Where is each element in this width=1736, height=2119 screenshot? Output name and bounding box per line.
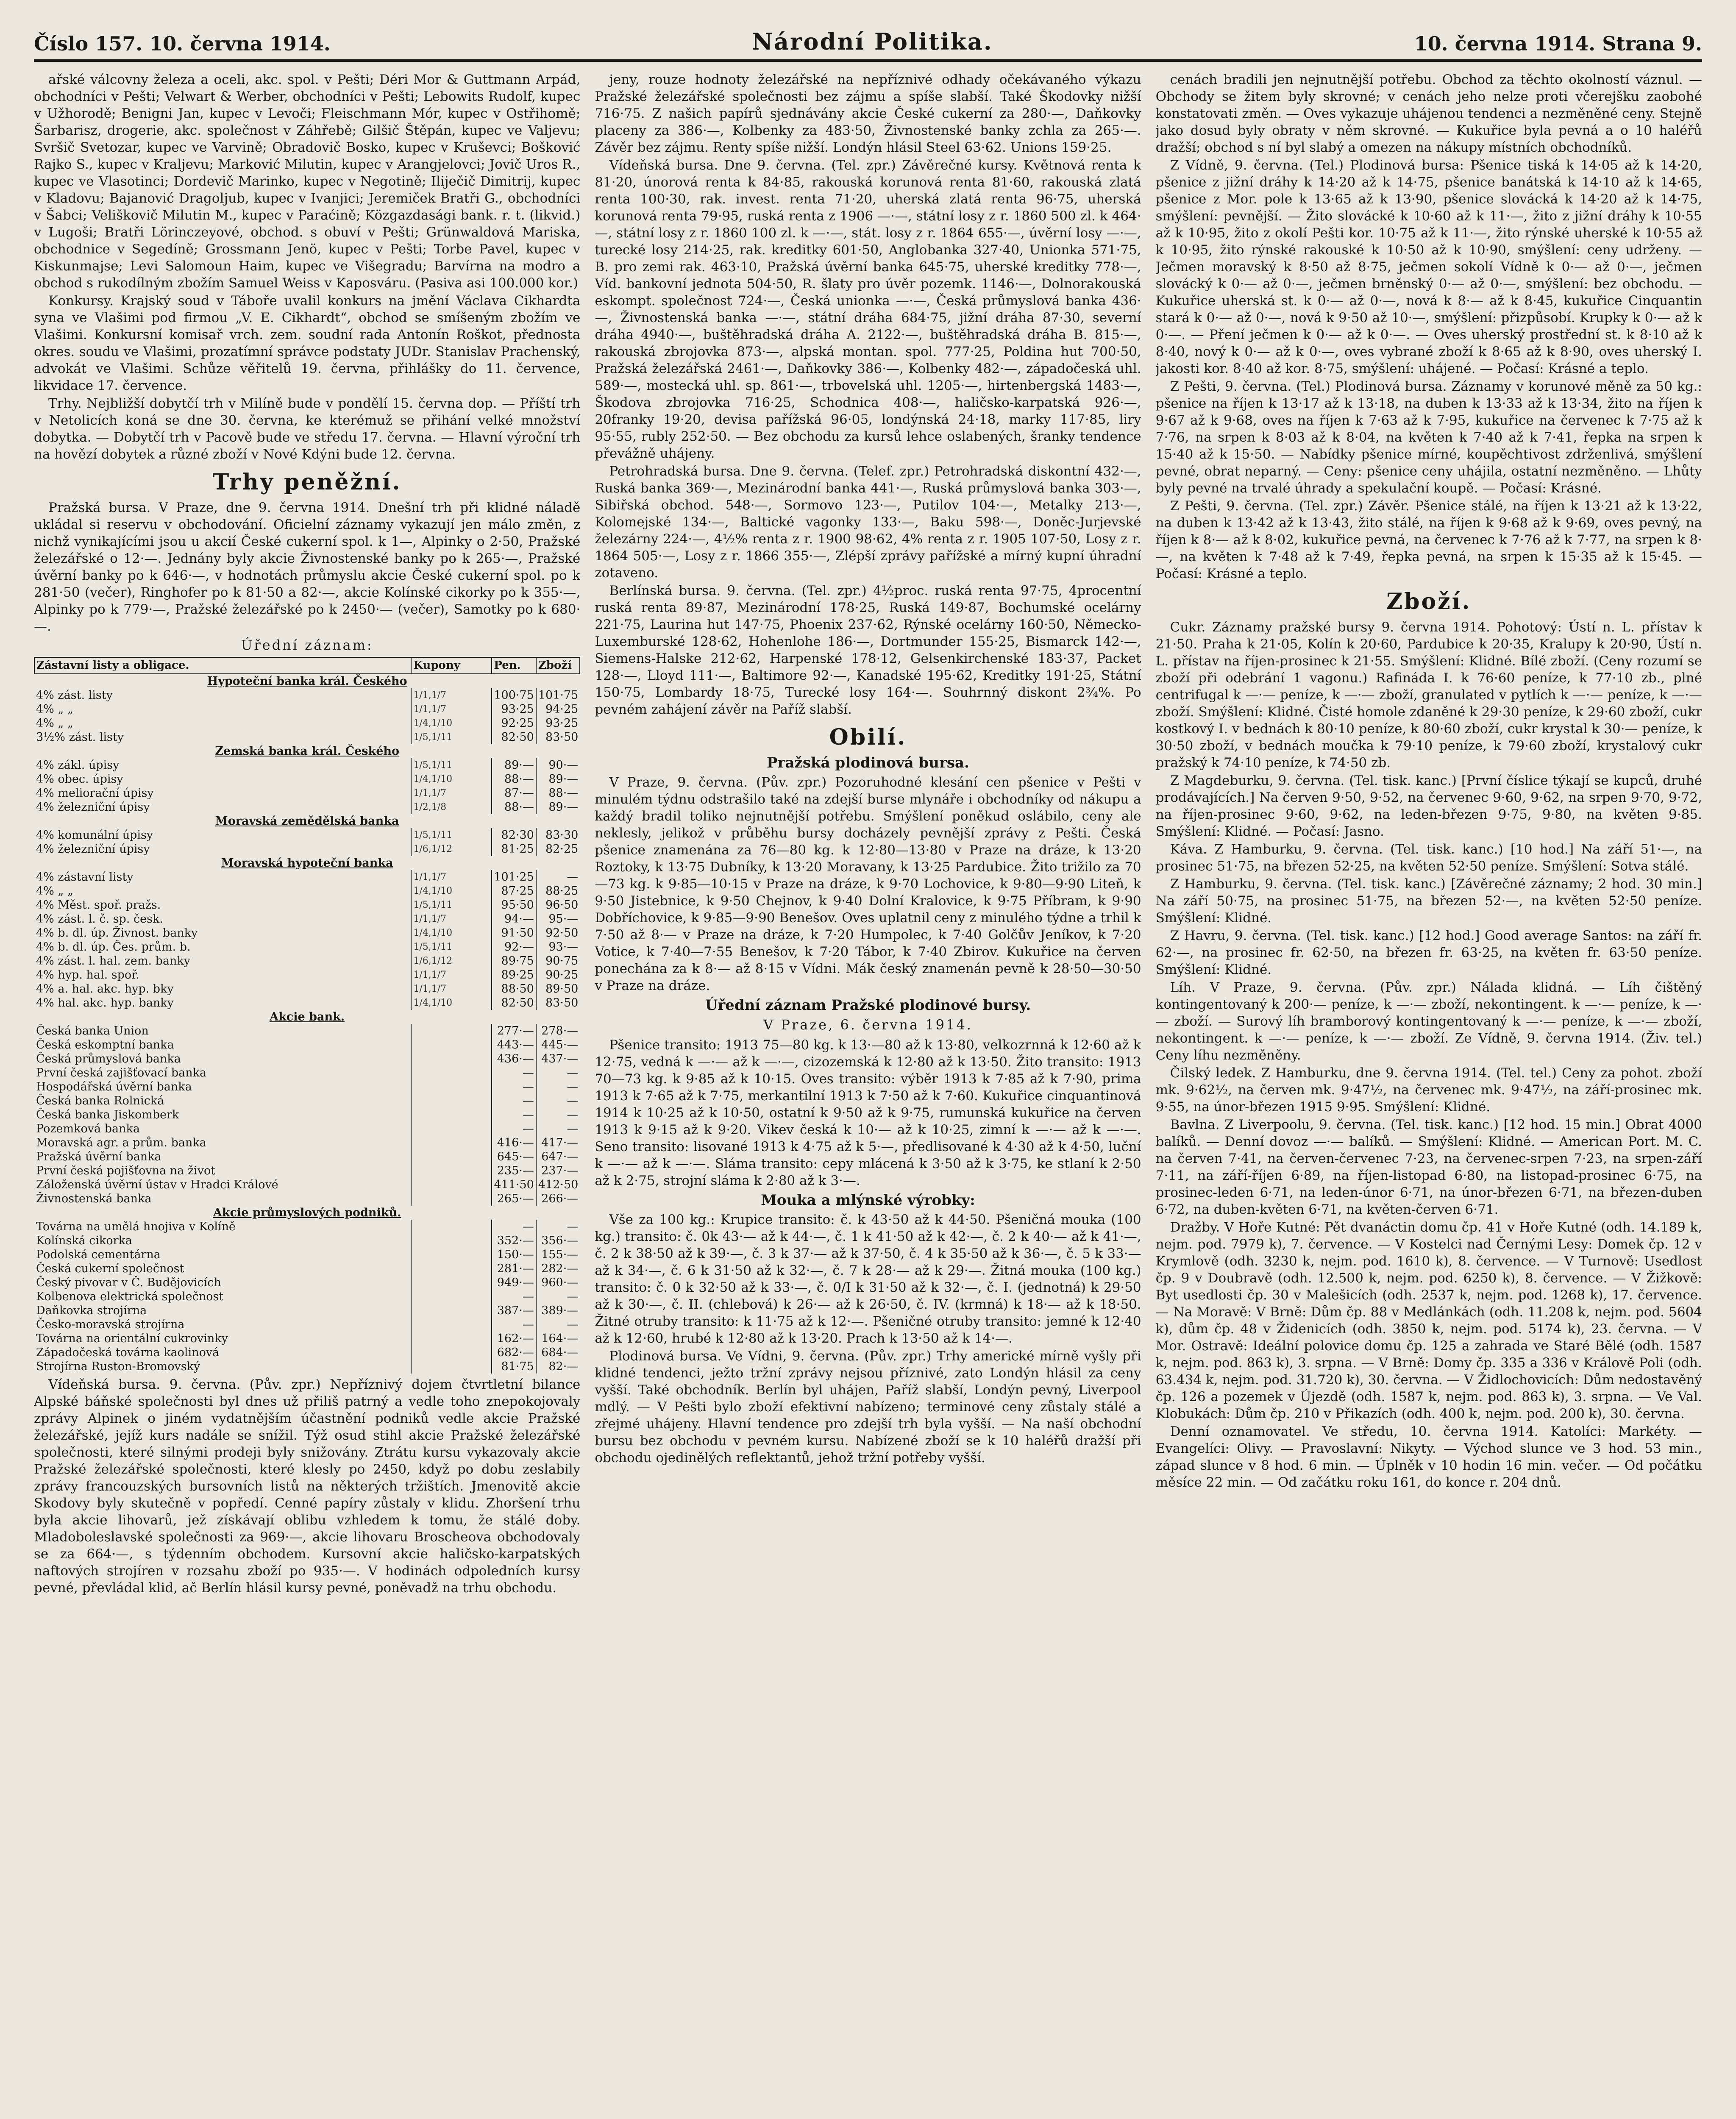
table-cell-coupon: 1/5,1/11 — [411, 758, 492, 772]
table-cell-name: 4% hyp. hal. spoř. — [36, 968, 139, 982]
table-row — [34, 940, 580, 954]
table-cell-coupon: 1/5,1/11 — [411, 898, 492, 912]
table-cell-name: Česká banka Jiskomberk — [36, 1108, 179, 1121]
continued-paragraph-3: cenách bradili jen nejnutnější potřebu. Obchod za těchto okolností váznul. — Obchody se žitem byly skrovné; v cenách jeho nelze proti včerejšku zaobohé konstatovati změn. — Oves vykazuje uhájenou tendenci a nezměněné ceny. Stejně jako dosud byly obraty v něm skrovné. — Kukuřice byla pevná a o 10 haléřů dražší; obchod s ní byl slabý a omezen na nákupy místních obchodníků. — [1155, 72, 1702, 155]
vienna-closing-paragraph: Vídeňská bursa. Dne 9. června. (Tel. zpr.) Závěrečné kursy. Květnová renta k 81·20, únorová renta k 84·85, rakouská korunová renta 81·60, rakouská zlatá renta 100·30, rak. invest. renta 71·20, uherská zlatá renta 96·75, uherská korunová renta 79·95, ruská renta z 1906 —·—, státní losy z r. 1860 500 zl. k 464·—, státní losy z r. 1860 100 zl. k —·—, stát. losy z r. 1864 655·—, úvěrní losy —·—, turecké losy 214·25, rak. kreditky 601·50, Anglobanka 327·40, Unionka 571·75, B. pro zemi rak. 463·10, Pražská úvěrní banka 645·75, uherské kreditky 778·—, Víd. bankovní jednota 504·50, R. šlaty pro úvěr pozemk. 1146·—, Dolnorakouská eskompt. společnost 724·—, Česká unionka —·—, Česká průmyslová banka 436·—, Živnostenská banka —·—, státní dráha 684·75, jižní dráha 87·30, severní dráha 4940·—, buštěhradská dráha A. 2122·—, buštěhradská dráha B. 815·—, rakouská zbrojovka 873·—, alpská montan. spol. 777·25, Poldina hut 700·50, Pražská železářská 2461·—, Daňkovky 386·—, Kolbenky 482·—, západočeská uhl. 589·—, mostecká uhl. sp. 861·—, trbovelská uhl. 1205·—, hirtenbergská 1483·—, Škodova zbrojovka 716·25, Schodnica 408·—, haličsko-karpatská 926·—, 20franky 19·20, devisa pařížská 96·05, londýnská 24·18, marky 117·85, liry 95·55, rubly 252·50. — Bez obchodu za kursů lehce oslabených, šranky tendence převážně uhájeny. — [595, 158, 1141, 461]
table-cell-name: 4% „ „ — [36, 703, 73, 716]
table-cell-money: 416·— — [492, 1136, 536, 1150]
table-cell-money: 92·25 — [492, 716, 536, 730]
masthead — [34, 25, 1702, 62]
continued-paragraph: jeny, rouze hodnoty železářské na nepříznivé odhady očekávaného výkazu Pražské železářské společnosti bez zájmu a spíše slabší. Také Škodovky nižší 716·75. Z našich papírů sjednávány akcie České cukerní za 280·—, Daňkovky placeny za 386·—, Kolbenky za 483·50, Živnostenské banky zchla za 265·—. Závěr bez zájmu. Renty spíše nižší. Londýn hlásil Steel 63·62. Unions 159·25. — [595, 72, 1141, 155]
table-cell-money: 82·30 — [492, 828, 536, 842]
table-cell-money: — — [492, 1108, 536, 1122]
table-row — [34, 1024, 580, 1038]
table-cell-name: Hospodářská úvěrní banka — [36, 1080, 192, 1093]
table-row — [34, 786, 580, 800]
table-cell-name: 3½% zást. listy — [36, 731, 124, 744]
table-cell-name: 4% b. dl. úp. Čes. prům. b. — [36, 940, 191, 954]
table-row — [34, 744, 580, 758]
table-cell-goods: 88·25 — [536, 884, 580, 898]
table-cell-goods: 356·— — [536, 1234, 580, 1248]
table-group-title: Zemská banka král. Českého — [215, 745, 400, 758]
table-row — [34, 716, 580, 730]
table-row — [34, 1122, 580, 1136]
table-cell-goods: 93·— — [536, 940, 580, 954]
table-row — [34, 982, 580, 996]
table-cell-money: — — [492, 1318, 536, 1332]
rates-table-body — [34, 674, 580, 1374]
pest-closing-report: Z Pešti, 9. června. (Tel. zpr.) Závěr. Pšenice stálé, na říjen k 13·21 až k 13·22, na duben k 13·42 až k 13·43, žito stálé, na říjen k 9·68 až k 9·69, oves pevný, na říjen k 8·— až k 8·02, kukuřice pevná, na červenec k 7·76 až k 7·77, na srpen k 8·—, na květen k 7·48 až k 7·49, řepka pevná, na srpen k 15·35 až k 15·45. — Počasí: Krásné a teplo. — [1155, 498, 1702, 581]
table-cell-money: — — [492, 1290, 536, 1304]
table-row — [34, 912, 580, 926]
table-cell-coupon: 1/6,1/12 — [411, 954, 492, 968]
table-row — [34, 1108, 580, 1122]
table-cell-name: 4% „ „ — [36, 717, 73, 730]
table-row — [34, 758, 580, 772]
table-cell-goods: 89·50 — [536, 982, 580, 996]
table-cell-goods: 82·25 — [536, 842, 580, 856]
table-cell-goods: 90·75 — [536, 954, 580, 968]
table-cell-coupon — [411, 1164, 492, 1178]
table-cell-goods: — — [536, 1066, 580, 1080]
table-cell-name: První česká zajišťovací banka — [36, 1066, 207, 1079]
table-cell-goods: 82·— — [536, 1360, 580, 1374]
table-cell-coupon: 1/5,1/11 — [411, 828, 492, 842]
table-cell-coupon: 1/1,1/7 — [411, 870, 492, 884]
table-cell-coupon — [411, 1094, 492, 1108]
table-cell-name: Česko-moravská strojírna — [36, 1318, 185, 1331]
table-row — [34, 828, 580, 842]
section-heading-money-markets: Trhy peněžní. — [212, 469, 402, 495]
table-cell-goods: 94·25 — [536, 702, 580, 716]
table-cell-name: Česká banka Rolnická — [36, 1094, 164, 1107]
table-cell-name: Živnostenská banka — [36, 1192, 152, 1205]
table-cell-name: Továrna na orientální cukrovinky — [36, 1332, 228, 1345]
table-cell-money: 411·50 — [492, 1178, 536, 1192]
table-row — [34, 1136, 580, 1150]
table-header-name: Zástavní listy a obligace. — [34, 657, 411, 674]
newspaper-title: Národní Politika. — [751, 28, 993, 55]
table-cell-coupon: 1/1,1/7 — [411, 786, 492, 800]
table-cell-name: 4% zástavní listy — [36, 870, 134, 884]
table-cell-money: 89·25 — [492, 968, 536, 982]
table-cell-name: Západočeská továrna kaolinová — [36, 1346, 220, 1359]
table-row — [34, 1206, 580, 1220]
table-cell-money: 81·75 — [492, 1360, 536, 1374]
table-row — [34, 702, 580, 716]
table-cell-coupon: 1/1,1/7 — [411, 968, 492, 982]
table-cell-name: Moravská agr. a prům. banka — [36, 1136, 206, 1149]
table-cell-coupon: 1/1,1/7 — [411, 982, 492, 996]
table-cell-goods: 684·— — [536, 1346, 580, 1360]
table-row — [34, 1318, 580, 1332]
table-cell-money: 352·— — [492, 1234, 536, 1248]
table-row — [34, 1248, 580, 1262]
table-row — [34, 730, 580, 744]
table-row — [34, 926, 580, 940]
table-cell-name: První česká pojišťovna na život — [36, 1164, 216, 1177]
table-cell-money: 87·25 — [492, 884, 536, 898]
table-row — [34, 842, 580, 856]
table-cell-money: 82·50 — [492, 730, 536, 744]
table-row — [34, 1304, 580, 1318]
table-cell-name: 4% obec. úpisy — [36, 773, 123, 786]
table-cell-coupon — [411, 1080, 492, 1094]
table-row — [34, 1094, 580, 1108]
rates-table — [34, 657, 580, 1374]
konkursy-paragraph: Konkursy. Krajský soud v Táboře uvalil konkurs na jmění Václava Cikhardta syna ve Vlašimi pod firmou „V. E. Cikhardt“, obchod se smíšeným zbožím ve Vlašimi. Konkursní komisař vrch. zem. soudní rada Antonín Roškot, přednosta okres. soudu ve Vlašimi, prozatímní správce podstaty JUDr. Stanislav Prachenský, advokát ve Vlašimi. Schůze věřitelů 19. června, přihlášky do 11. července, likvidace 17. července. — [34, 293, 581, 393]
table-cell-name: 4% b. dl. úp. Živnost. banky — [36, 926, 198, 940]
table-cell-coupon — [411, 1122, 492, 1136]
table-row — [34, 1276, 580, 1290]
havre-paragraph: Z Havru, 9. června. (Tel. tisk. kanc.) [12 hod.] Good average Santos: na září fr. 62·—, na prosinec fr. 62·50, na březen fr. 63·25, na květen fr. 63·50 peníze. Smýšlení: Klidné. — [1155, 928, 1702, 977]
table-cell-coupon — [411, 1304, 492, 1318]
table-cell-goods: 92·50 — [536, 926, 580, 940]
table-cell-goods: 89·— — [536, 800, 580, 814]
table-cell-coupon — [411, 1024, 492, 1038]
table-cell-coupon: 1/4,1/10 — [411, 996, 492, 1010]
table-cell-coupon — [411, 1150, 492, 1164]
table-cell-goods: 83·30 — [536, 828, 580, 842]
table-cell-goods: — — [536, 1220, 580, 1234]
table-cell-coupon — [411, 1332, 492, 1346]
table-cell-goods: — — [536, 1122, 580, 1136]
table-cell-name: Daňkovka strojírna — [36, 1304, 147, 1317]
table-cell-goods: 164·— — [536, 1332, 580, 1346]
column-3 — [1156, 71, 1702, 2119]
subheading-prague-produce: Pražská plodinová bursa. — [767, 754, 969, 771]
table-cell-goods: 90·25 — [536, 968, 580, 982]
table-cell-name: 4% železniční úpisy — [36, 801, 150, 814]
table-cell-name: Česká banka Union — [36, 1024, 149, 1037]
table-row — [34, 1164, 580, 1178]
table-cell-goods: 282·— — [536, 1262, 580, 1276]
table-row — [34, 674, 580, 688]
prague-bourse-paragraph: Pražská bursa. V Praze, dne 9. června 1914. Dnešní trh při klidné náladě ukládal si reservu v obchodování. Oficielní záznamy vykazují jen málo změn, z nichž vynikajícími jsou u akcií České cukerní spol. k 1—, Alpinky o 2·50, Pražské železářské o 12·—. Jednány byly akcie Živnostenské banky po k 265·—, Pražské úvěrní banky po k 646·—, v hodnotách průmyslu akcie České cukerní spol. po k 281·50 (večer), Ringhofer po k 81·50 a 82·—, akcie Kolínské cikorky po k 355·—, Alpinky po k 779·—, Pražské železářské po k 2450·— (večer), Samotky po k 680·—. — [34, 500, 581, 634]
table-cell-coupon — [411, 1192, 492, 1206]
petersburg-paragraph: Petrohradská bursa. Dne 9. června. (Telef. zpr.) Petrohradská diskontní 432·—, Ruská banka 369·—, Mezinárodní banka 441·—, Ruská průmyslová banka 303·—, Sibiřská obchod. 548·—, Sormovo 123·—, Putilov 104·—, Metalky 213·—, Kolomejské 134·—, Baltické vagonky 133·—, Baku 598·—, Doněc-Jurjevské železárny 224·—, 4½% renta z r. 1900 98·62, 4% renta z r. 1905 107·50, Losy z r. 1864 505·—, Losy z r. 1866 355·—, Zlépší zprávy pařížské a mírný kupní úhradní zotaveno. — [595, 464, 1141, 581]
table-cell-money: 94·— — [492, 912, 536, 926]
table-cell-coupon — [411, 1136, 492, 1150]
table-cell-coupon — [411, 1346, 492, 1360]
table-cell-coupon — [411, 1276, 492, 1290]
table-row — [34, 1262, 580, 1276]
table-cell-goods: — — [536, 1094, 580, 1108]
table-row — [34, 1220, 580, 1234]
auctions-paragraph: Dražby. V Hoře Kutné: Pět dvanáctin domu čp. 41 v Hoře Kutné (odh. 14.189 k, nejm. pod. 7979 k), 7. července. — V Kostelci nad Černými Lesy: Domek čp. 12 v Krymlově (odh. 3230 k, nejm. pod. 1610 k), 8. července. — V Turnově: Usedlost čp. 9 v Doubravě (odh. 12.500 k, nejm. pod. 6250 k), 8. července. — V Žižkově: Byt usedlosti čp. 30 v Malešicích (odh. 2537 k, nejm. pod. 1268 k), 17. července. — Na Moravě: V Brně: Dům čp. 88 v Medlánkách (odh. 11.208 k, nejm. pod. 5604 k), dům čp. 48 v Židenicích (odh. 3850 k, nejm. pod. 5174 k), 23. června. — V Mor. Ostravě: Ideální polovice domu čp. 125 a zahrada ve Staré Bělé (odh. 1587 k, nejm. pod. 863 k), 3. srpna. — V Brně: Domy čp. 335 a 336 v Králově Poli (odh. 63.434 k, nejm. pod. 31.720 k), 30. června. — V Židlochovicích: Dům nedostavěný čp. 126 a pozemek v Újezdě (odh. 1587 k, nejm. pod. 863 k), 3. srpna. — Ve Val. Klobukách: Dům čp. 210 v Přikazích (odh. 400 k, nejm. pod. 200 k), 30. června. — [1155, 1220, 1702, 1421]
table-cell-coupon: 1/1,1/7 — [411, 688, 492, 702]
table-cell-goods: 89·— — [536, 772, 580, 786]
pest-produce-report: Z Pešti, 9. června. (Tel.) Plodinová bursa. Záznamy v korunové měně za 50 kg.: pšenice na říjen k 13·17 až k 13·18, na duben k 13·33 až k 13·34, žito na říjen k 9·67 až k 9·68, oves na říjen k 7·63 až k 7·95, kukuřice na červenec k 7·75 až k 7·76, na srpen k 8·03 až k 8·04, na květen k 7·40 až k 7·41, řepka na srpen k 15·40 až k 15·50. — Nabídky pšenice mírné, koupěchtivost zdrženlivá, smýšlení pevné, obrat neparný. — Ceny: pšenice ceny uhájila, ostatní nezměněno. — Lhůty byly pevné na trvalé úhrady a spekulační koupě. — Počasí: Krásné. — [1155, 379, 1702, 496]
table-cell-coupon — [411, 1234, 492, 1248]
table-row — [34, 1332, 580, 1346]
column-2 — [595, 71, 1141, 2119]
table-row — [34, 1178, 580, 1192]
table-cell-name: Továrna na umělá hnojiva v Kolíně — [36, 1220, 236, 1233]
table-cell-goods: — — [536, 870, 580, 884]
table-cell-money: 100·75 — [492, 688, 536, 702]
table-cell-money: 88·50 — [492, 982, 536, 996]
table-row — [34, 688, 580, 702]
table-cell-coupon: 1/4,1/10 — [411, 884, 492, 898]
vienna-bourse-paragraph: Vídeňská bursa. 9. června. (Pův. zpr.) Nepříznivý dojem čtvrtletní bilance Alpské báňské společnosti byl dnes už přiliš patrný a vedle toho znepokojovaly zprávy Alpinek o jiném vydatnějším účastnění podniků vedle akcie Pražské železářské, jejíž kurs nadále se snížil. Týž osud stihl akcie Pražské železářské společnosti, které silnými prodeji byly snižovány. Ztrátu kursu vykazovaly akcie Pražské železářské společnosti, které klesly po 2450, když po dobu zeslabily zprávy francouzských bursovních listů na některých tržištích. Jmenovitě akcie Skodovy byly skutečně v popředí. Cenné papíry zůstaly v klidu. Zhoršení trhu byla akcie lihovarů, jež získávají oblibu vzhledem k tomu, že stálé doby. Mladoboleslavské společnosti za 969·—, akcie lihovaru Broscheova obchodovaly se za 664·—, s týdenním obchodem. Kursovní akcie haličsko-karpatských naftových strojíren v rozsahu zboží po 935·—. V hodinách odpoledních kursy pevné, převládal klid, ač Berlín hlásil kursy pevné, poněvadž na trhu obchodu. — [34, 1377, 581, 1596]
table-cell-goods: 90·— — [536, 758, 580, 772]
table-cell-coupon — [411, 1360, 492, 1374]
table-cell-money: 87·— — [492, 786, 536, 800]
table-cell-money: 387·— — [492, 1304, 536, 1318]
table-row — [34, 1038, 580, 1052]
table-cell-money: — — [492, 1066, 536, 1080]
table-cell-coupon — [411, 1038, 492, 1052]
table-cell-goods: — — [536, 1290, 580, 1304]
table-cell-coupon — [411, 1290, 492, 1304]
table-cell-money: 281·— — [492, 1262, 536, 1276]
table-cell-goods: 96·50 — [536, 898, 580, 912]
table-row — [34, 1192, 580, 1206]
table-cell-goods: 445·— — [536, 1038, 580, 1052]
table-cell-name: Česká eskomptní banka — [36, 1038, 174, 1051]
table-header-coupons: Kupony — [411, 657, 492, 674]
table-group-title: Akcie průmyslových podniků. — [213, 1206, 401, 1219]
table-cell-money: — — [492, 1080, 536, 1094]
table-cell-coupon — [411, 1066, 492, 1080]
table-cell-money: 101·25 — [492, 870, 536, 884]
subheading-flour: Mouka a mlýnské výrobky: — [761, 1192, 975, 1209]
flour-prices-paragraph: Vše za 100 kg.: Krupice transito: č. k 43·50 až k 44·50. Pšeničná mouka (100 kg.) transito: č. 0k 43·— až k 44·—, č. 1 k 41·50 až k 42·—, č. 2 k 40·— až k 41·—, č. 2 k 38·50 až k 39·—, č. 3 k 37·— až k 37·50, č. 4 k 35·50 až k 36·—, č. 5 k 33·— až k 34·—, č. 6 k 31·50 až k 32·—, č. 7 k 28·— až k 29·—. Žitná mouka (100 kg.) transito: č. 0 k 32·50 až k 33·—, č. 0/I k 31·50 až k 32·—, č. I. (jednotná) k 29·50 až k 30·—, č. II. (chlebová) k 26·— až k 26·50, č. IV. (krmná) k 18·— až k 18·50. Žitné otruby transito: k 11·75 až k 12·—. Pšeničné otruby transito: jemné k 12·40 až k 12·60, hrubé k 12·80 až k 13·20. Prach k 13·50 až k 14·—. — [595, 1212, 1141, 1346]
table-cell-money: 81·25 — [492, 842, 536, 856]
issue-info: Číslo 157. 10. června 1914. — [34, 32, 331, 55]
table-cell-name: 4% zást. l. č. sp. česk. — [36, 912, 163, 926]
official-produce-heading: Úřední záznam Pražské plodinové bursy. — [705, 997, 1031, 1014]
table-cell-money: 265·— — [492, 1192, 536, 1206]
coffee-paragraph: Káva. Z Hamburku, 9. června. (Tel. tisk. kanc.) [10 hod.] Na září 51·—, na prosinec 51·75, na březen 52·25, na květen 52·50 peníze. Smýšlení: Sotva stálé. — [1155, 842, 1702, 874]
table-cell-goods: 83·50 — [536, 730, 580, 744]
newspaper-page — [34, 25, 1702, 2119]
table-cell-money: 92·— — [492, 940, 536, 954]
table-row — [34, 856, 580, 870]
table-cell-name: 4% zást. l. hal. zem. banky — [36, 954, 191, 968]
table-cell-money: 949·— — [492, 1276, 536, 1290]
table-cell-name: 4% zákl. úpisy — [36, 759, 120, 772]
table-cell-coupon: 1/4,1/10 — [411, 716, 492, 730]
table-cell-name: 4% Měst. spoř. pražs. — [36, 898, 161, 912]
table-cell-goods: 95·— — [536, 912, 580, 926]
table-cell-goods: 237·— — [536, 1164, 580, 1178]
table-cell-name: 4% „ „ — [36, 884, 73, 898]
table-cell-money: 645·— — [492, 1150, 536, 1164]
table-cell-coupon: 1/5,1/11 — [411, 940, 492, 954]
magdeburg-paragraph: Z Magdeburku, 9. června. (Tel. tisk. kanc.) [První číslice týkají se kupců, druhé prodávajících.] Na červen 9·50, 9·52, na červenec 9·60, 9·62, na srpen 9·70, 9·72, na říjen-prosinec 9·60, 9·62, na leden-březen 9·75, 9·80, na květen 9·85. Smýšlení: Klidné. — Počasí: Jasno. — [1155, 773, 1702, 839]
table-cell-money: — — [492, 1122, 536, 1136]
table-cell-money: 88·— — [492, 800, 536, 814]
cotton-paragraph: Bavlna. Z Liverpoolu, 9. června. (Tel. tisk. kanc.) [12 hod. 15 min.] Obrat 4000 balíků. — Denní dovoz —·— balíků. — Smýšlení: Klidné. — American Port. M. C. na červen 7·41, na červen-červenec 7·23, na červenec-srpen 7·23, na srpen-září 7·11, na září-říjen 6·89, na říjen-listopad 6·80, na listopad-prosinec 6·75, na prosinec-leden 6·71, na leden-únor 6·71, na únor-březen 6·71, na březen-duben 6·72, na duben-květen 6·71, na květen-červen 6·71. — [1155, 1117, 1702, 1217]
table-cell-name: Pozemková banka — [36, 1122, 140, 1135]
official-record-heading: Úřední záznam: — [241, 637, 373, 653]
table-cell-name: Záloženská úvěrní ústav v Hradci Králové — [36, 1178, 278, 1191]
table-cell-coupon: 1/2,1/8 — [411, 800, 492, 814]
section-heading-grain: Obilí. — [829, 724, 907, 750]
table-row — [34, 1066, 580, 1080]
table-row — [34, 996, 580, 1010]
table-header-goods: Zboží — [536, 657, 580, 674]
table-row — [34, 772, 580, 786]
table-cell-coupon — [411, 1220, 492, 1234]
table-row — [34, 1010, 580, 1024]
table-cell-coupon: 1/4,1/10 — [411, 772, 492, 786]
bankruptcy-list: ařské válcovny železa a oceli, akc. spol. v Pešti; Déri Mor & Guttmann Arpád, obchodníci v Pešti; Velwart & Werber, obchodníci v Pešti; Lebowits Rudolf, kupec v Užhorodě; Benigni Jan, kupec v Levoči; Fleischmann Mór, kupec v Ostřihomě; Šarbarisz, drogerie, akc. společnost v Záhřebě; Gilšič Štěpán, kupec ve Valjevu; Svršič Svetozar, kupec ve Varvině; Obradovič Bosko, kupec v Kruševci; Bošković Rajko S., kupec v Kraljevu; Marković Milutin, kupec v Arangjelovci; Jovič Uros R., kupec ve Vlasotinci; Dordevič Marinko, kupec v Negotině; Iliječič Dimitrij, kupec v Kladovu; Bajanović Dragoljub, kupec v Ivanjici; Jeremiček Bratři G., obchodníci v Šabci; Veliškovič Milutin M., kupec v Paraćině; Közgazdasági bank. r. t. (likvid.) v Lugoši; Bratři Lörinczeyové, obchod. s obuví v Pešti; Grünwaldová Mariska, obchodnice v Segedíně; Grossmann Jenö, kupec v Pešti; Torbe Pavel, kupec v Kiskunmajse; Levi Salomoun Haim, kupec ve Višegradu; Barvírna na modro a obchod s rukodílným zbožím Samuel Weiss v Kaposváru. (Pasiva asi 100.000 kor.) — [34, 72, 581, 291]
prague-produce-paragraph: V Praze, 9. června. (Pův. zpr.) Pozoruhodné klesání cen pšenice v Pešti v minulém týdnu odstrašilo také na zdejší burse mlynáře i obchodníky od nákupu a každý bradil toliko nejnutnější potřebu. Smýšlení poněkud oslábilo, ceny ale neklesly, jelikož v průběhu bursy docházely pevnější zprávy z Pešti. Česká pšenice znamenána za 76—80 kg. k 12·80—13·80 v Praze na dráze, k 13·20 Roztoky, k 13·75 Dubníky, k 13·20 Moravany, k 13·25 Pardubice. Žito trižilo za 70—73 kg. k 9·85—10·15 v Praze na dráze, k 9·70 Lochovice, k 9·80—9·90 Liteň, k 9·50 Jistebnice, k 9·50 Chejnov, k 9·40 Dolní Kralovice, k 9·75 Příbram, k 9·90 Dobříchovice, k 9·85—9·90 Benešov. Oves uplatnil ceny z minulého týdne a trhil k 7·50 až 8·— v Praze na dráze, k 7·20 Humpolec, k 7·40 Golčův Jeníkov, k 7·20 Votice, k 7·40—7·55 Benešov, k 7·20 Tábor, k 7·40 Zbirov. Kukuřice na červen ponechána za k 8·— až 8·15 v Vídni. Mák český znamenán pevně k 28·50—30·50 v Praze na dráze. — [595, 775, 1141, 993]
table-cell-money: 162·— — [492, 1332, 536, 1346]
sugar-paragraph: Cukr. Záznamy pražské bursy 9. června 1914. Pohotový: Ústí n. L. přístav k 21·50. Praha k 21·05, Kolín k 20·60, Pardubice k 20·35, Kralupy k 20·90, Ústí n. L. přístav na říjen-prosinec k 21·55. Smýšlení: Klidné. Bílé zboží. (Ceny rozumí se zboží při odebrání 1 vagonu.) Rafináda I. k 76·60 peníze, k 77·10 zb., plné centrifugal k —·— peníze, k —·— zboží, granulated v pytlích k —·— peníze, k —·— zboží. Smýšlení: Klidné. Čisté homole zdaněné k 29·30 peníze, k 29·60 zboží, cukr kostkový I. v bednách k 80·10 peníze, k 80·60 zboží, cukr krystal k 30·— peníze, k 30·50 zboží, v bednách moučka k 79·10 peníze, k 79·60 zboží, krystalový cukr pražský k 74·10 peníze, k 74·50 zb. — [1155, 620, 1702, 770]
vienna-produce-paragraph: Plodinová bursa. Ve Vídni, 9. června. (Pův. zpr.) Trhy americké mírně vyšly při klidné tendenci, ježto tržní zprávy nejsou příznivé, zato Londýn hlásil za ceny vyšší. Také obchodník. Berlín byl uhájen, Paříž slabší, Londýn pevný, Liverpool mdlý. — V Pešti bylo zboží efektivní nabízeno; terminové ceny zůstaly stálé a zřejmé uhájeny. Hlavní tendence pro zdejší trh byla vyšší. — Na naší obchodní bursu bez obchodu v pevném kursu. Nabízené zboží se k 10 haléřů dražší při obchodu ojedinělých reflektantů, jehož tržní potřeby vyšší. — [595, 1349, 1141, 1466]
table-cell-goods: 412·50 — [536, 1178, 580, 1192]
berlin-paragraph: Berlínská bursa. 9. června. (Tel. zpr.) 4½proc. ruská renta 97·75, 4procentní ruská renta 89·87, Mezinárodní 178·25, Ruská 149·87, Bochumské ocelárny 221·75, Laurina hut 147·75, Phoenix 237·62, Rýnské ocelárny 160·50, Německo-Luxemburské 128·62, Hohenlohe 186·—, Dortmunder 155·25, Bismarck 142·—, Siemens-Halske 212·62, Harpenské 178·12, Gelsenkirchenské 183·37, Packet 128·—, Lloyd 111·—, Baltimore 92·—, Kanadské 195·62, Kreditky 191·25, Státní 150·75, Lombardy 18·75, Turecké losy 164·—. Souhrnný diskont 2¾%. Po pevném zahájení závěr na Paříž slabší. — [595, 583, 1141, 717]
table-cell-goods: — — [536, 1080, 580, 1094]
table-cell-goods: 960·— — [536, 1276, 580, 1290]
table-cell-coupon: 1/1,1/7 — [411, 702, 492, 716]
table-cell-coupon — [411, 1248, 492, 1262]
table-cell-goods: 101·75 — [536, 688, 580, 702]
table-row — [34, 954, 580, 968]
table-cell-coupon: 1/6,1/12 — [411, 842, 492, 856]
table-cell-money: — — [492, 1094, 536, 1108]
table-cell-goods: 389·— — [536, 1304, 580, 1318]
table-row — [34, 800, 580, 814]
table-cell-money: 89·75 — [492, 954, 536, 968]
spirits-paragraph: Líh. V Praze, 9. června. (Pův. zpr.) Nálada klidná. — Líh čištěný kontingentovaný k 200·— peníze, k —·— zboží, nekontingent. k —·— peníze, k —·— zboží. — Surový líh bramborový kontingentovaný k —·— peníze, k —·— zboží, nekontingent. k —·— peníze, k —·— zboží. Ze Vídně, 9. června 1914. (Živ. tel.) Ceny líhu nezměněny. — [1155, 980, 1702, 1063]
table-group-title: Akcie bank. — [270, 1010, 345, 1023]
table-cell-name: 4% hal. akc. hyp. banky — [36, 996, 174, 1009]
table-row — [34, 1080, 580, 1094]
table-cell-name: Česká cukerní společnost — [36, 1262, 184, 1275]
trhy-paragraph: Trhy. Nejbližší dobytčí trh v Milíně bude v pondělí 15. června dop. — Příští trh v Netolicích koná se dne 30. června, ke kterémuž se přihání velké množství dobytka. — Dobytčí trh v Pacově bude ve středu 17. června. — Hlavní výroční trh na hovězí dobytek a různé zboží v Nové Kdýni bude 12. června. — [34, 396, 581, 462]
table-cell-goods: 647·— — [536, 1150, 580, 1164]
table-group-title: Moravská zemědělská banka — [215, 815, 399, 828]
table-cell-name: Česká průmyslová banka — [36, 1052, 181, 1065]
table-cell-money: 436·— — [492, 1052, 536, 1066]
table-row — [34, 1290, 580, 1304]
table-row — [34, 898, 580, 912]
table-row — [34, 814, 580, 828]
table-cell-money: 277·— — [492, 1024, 536, 1038]
table-cell-name: Pražská úvěrní banka — [36, 1150, 161, 1163]
produce-prices-paragraph: Pšenice transito: 1913 75—80 kg. k 13·—80 až k 13·80, velkozrnná k 12·60 až k 12·75, vedná k —·— až k —·—, cizozemská k 12·80 až k 13·50. Žito transito: 1913 70—73 kg. k 9·85 až k 10·15. Oves transito: výběr 1913 k 7·85 až k 7·90, prima 1913 k 7·65 až k 7·75, merkantilní 1913 k 7·50 až k 7·60. Kukuřice cinquantinová 1914 k 10·25 až k 10·50, ostatní k 9·50 až k 9·75, rumunská kukuřice na červen 1913 k 9·15 až k 9·20. Vikev česká k 10·— až k 10·25, zimní k —·— až k —·—. Seno transito: lisované 1913 k 4·75 až k 5·—, předlisované k 4·30 až k 4·50, luční k —·— až k —·—. Sláma transito: cepy mlácená k 3·50 až k 3·75, ke stlaní k 2·50 až k 2·75, strojní sláma k 2·80 až k 3·—. — [595, 1037, 1141, 1188]
hamburg-coffee-paragraph: Z Hamburku, 9. června. (Tel. tisk. kanc.) [Závěrečné záznamy; 2 hod. 30 min.] Na září 50·75, na prosinec 51·75, na březen 52·—, na květen 52·50 peníze. Smýšlení: Klidné. — [1155, 876, 1702, 926]
table-cell-money: 150·— — [492, 1248, 536, 1262]
table-row — [34, 1360, 580, 1374]
table-cell-coupon: 1/4,1/10 — [411, 926, 492, 940]
table-cell-name: Kolínská cikorka — [36, 1234, 132, 1247]
column-1 — [34, 71, 580, 2119]
table-row — [34, 1234, 580, 1248]
table-cell-goods: — — [536, 1108, 580, 1122]
table-cell-coupon — [411, 1108, 492, 1122]
table-row — [34, 1346, 580, 1360]
table-cell-goods: 278·— — [536, 1024, 580, 1038]
table-cell-coupon: 1/1,1/7 — [411, 912, 492, 926]
table-cell-goods: 417·— — [536, 1136, 580, 1150]
table-cell-goods: 88·— — [536, 786, 580, 800]
table-row — [34, 870, 580, 884]
table-cell-name: 4% železniční úpisy — [36, 843, 150, 856]
page-info: 10. června 1914. Strana 9. — [1414, 32, 1702, 55]
nitrate-paragraph: Čilský ledek. Z Hamburku, dne 9. června 1914. (Tel. tel.) Ceny za pohot. zboží mk. 9·62½, na červen mk. 9·47½, na červenec mk. 9·47½, na září-prosinec mk. 9·55, na únor-březen 1915 9·95. Smýšlení: Klidné. — [1155, 1065, 1702, 1115]
table-cell-coupon — [411, 1318, 492, 1332]
table-cell-goods: 266·— — [536, 1192, 580, 1206]
table-cell-goods: 83·50 — [536, 996, 580, 1010]
table-cell-goods: 155·— — [536, 1248, 580, 1262]
section-heading-goods: Zboží. — [1386, 589, 1472, 615]
table-cell-name: 4% komunální úpisy — [36, 829, 153, 842]
table-group-title: Moravská hypoteční banka — [221, 856, 393, 870]
table-cell-goods: 437·— — [536, 1052, 580, 1066]
table-cell-name: 4% zást. listy — [36, 689, 113, 702]
table-cell-money: 443·— — [492, 1038, 536, 1052]
table-cell-money: 91·50 — [492, 926, 536, 940]
table-cell-coupon: 1/5,1/11 — [411, 730, 492, 744]
table-cell-name: 4% meliorační úpisy — [36, 787, 154, 800]
table-cell-goods: 93·25 — [536, 716, 580, 730]
daily-notices-paragraph: Denní oznamovatel. Ve středu, 10. června 1914. Katolíci: Markéty. — Evangelíci: Olivy. — Pravoslavní: Nikyty. — Východ slunce ve 3 hod. 53 min., západ slunce v 8 hod. 6 min. — Úplněk v 10 hodin 16 min. večer. — Od počátku měsíce 22 min. — Od začátku roku 161, do konce r. 204 dnů. — [1155, 1424, 1702, 1490]
table-cell-money: 682·— — [492, 1346, 536, 1360]
table-row — [34, 1052, 580, 1066]
table-cell-coupon — [411, 1262, 492, 1276]
table-cell-coupon — [411, 1052, 492, 1066]
table-cell-money: 235·— — [492, 1164, 536, 1178]
table-cell-name: 4% a. hal. akc. hyp. bky — [36, 982, 174, 996]
table-cell-name: Český pivovar v Č. Budějovicích — [36, 1276, 221, 1289]
table-cell-money: 89·— — [492, 758, 536, 772]
table-cell-name: Strojírna Ruston-Bromovský — [36, 1360, 200, 1373]
table-cell-money: 95·50 — [492, 898, 536, 912]
table-group-title: Hypoteční banka král. Českého — [207, 675, 407, 688]
official-produce-date: V Praze, 6. června 1914. — [763, 1017, 973, 1033]
table-cell-money: 93·25 — [492, 702, 536, 716]
vienna-produce-report: Z Vídně, 9. června. (Tel.) Plodinová bursa: Pšenice tiská k 14·05 až k 14·20, pšenice z jižní dráhy k 14·20 až k 14·75, pšenice banátská k 14·10 až k 14·65, pšenice z Mor. pole k 13·65 až k 13·90, pšenice slovácká k 14·20 až k 14·75, smýšlení: pevnější. — Žito slovácké k 10·60 až k 11·—, žito z jižní dráhy k 10·55 až k 10·95, žito z okolí Pešti kor. 10·75 až k 11·—, žito rýnské uherské k 10·55 až k 10·95, žito rýnské rakouské k 10·50 až k 10·90, smýšlení: ceny udrženy. — Ječmen moravský k 8·50 až 8·75, ječmen sokolí Vídně k 0·— až 0·—, ječmen slovácký k 0·— až 0·—, ječmen brněnský 0·— až 0·—, smýšlení: bez obchodu. — Kukuřice uherská st. k 0·— až 0·—, nová k 8·— až k 8·45, kukuřice Cinquantin stará k 0·— až 0·—, nová k 9·50 až 10·—, smýšlení: přizpůsobí. Krupky k 0·— až k 0·—. — Pření ječmen k 0·— až k 0·—. — Oves uherský prostřední st. k 8·10 až k 8·40, nový k 0·— až k 0·—, oves vybrané zboží k 8·65 až k 8·90, oves uherský I. jakosti kor. 8·40 až kor. 8·75, smýšlení: uhájené. — Počasí: Krásné a teplo. — [1155, 158, 1702, 376]
table-cell-name: Kolbenova elektrická společnost — [36, 1290, 224, 1303]
table-cell-goods: — — [536, 1318, 580, 1332]
table-row — [34, 968, 580, 982]
table-cell-money: 88·— — [492, 772, 536, 786]
table-header-money: Pen. — [492, 657, 536, 674]
table-cell-money: — — [492, 1220, 536, 1234]
table-row — [34, 1150, 580, 1164]
table-cell-name: Podolská cementárna — [36, 1248, 161, 1261]
table-cell-money: 82·50 — [492, 996, 536, 1010]
table-cell-coupon — [411, 1178, 492, 1192]
table-row — [34, 884, 580, 898]
